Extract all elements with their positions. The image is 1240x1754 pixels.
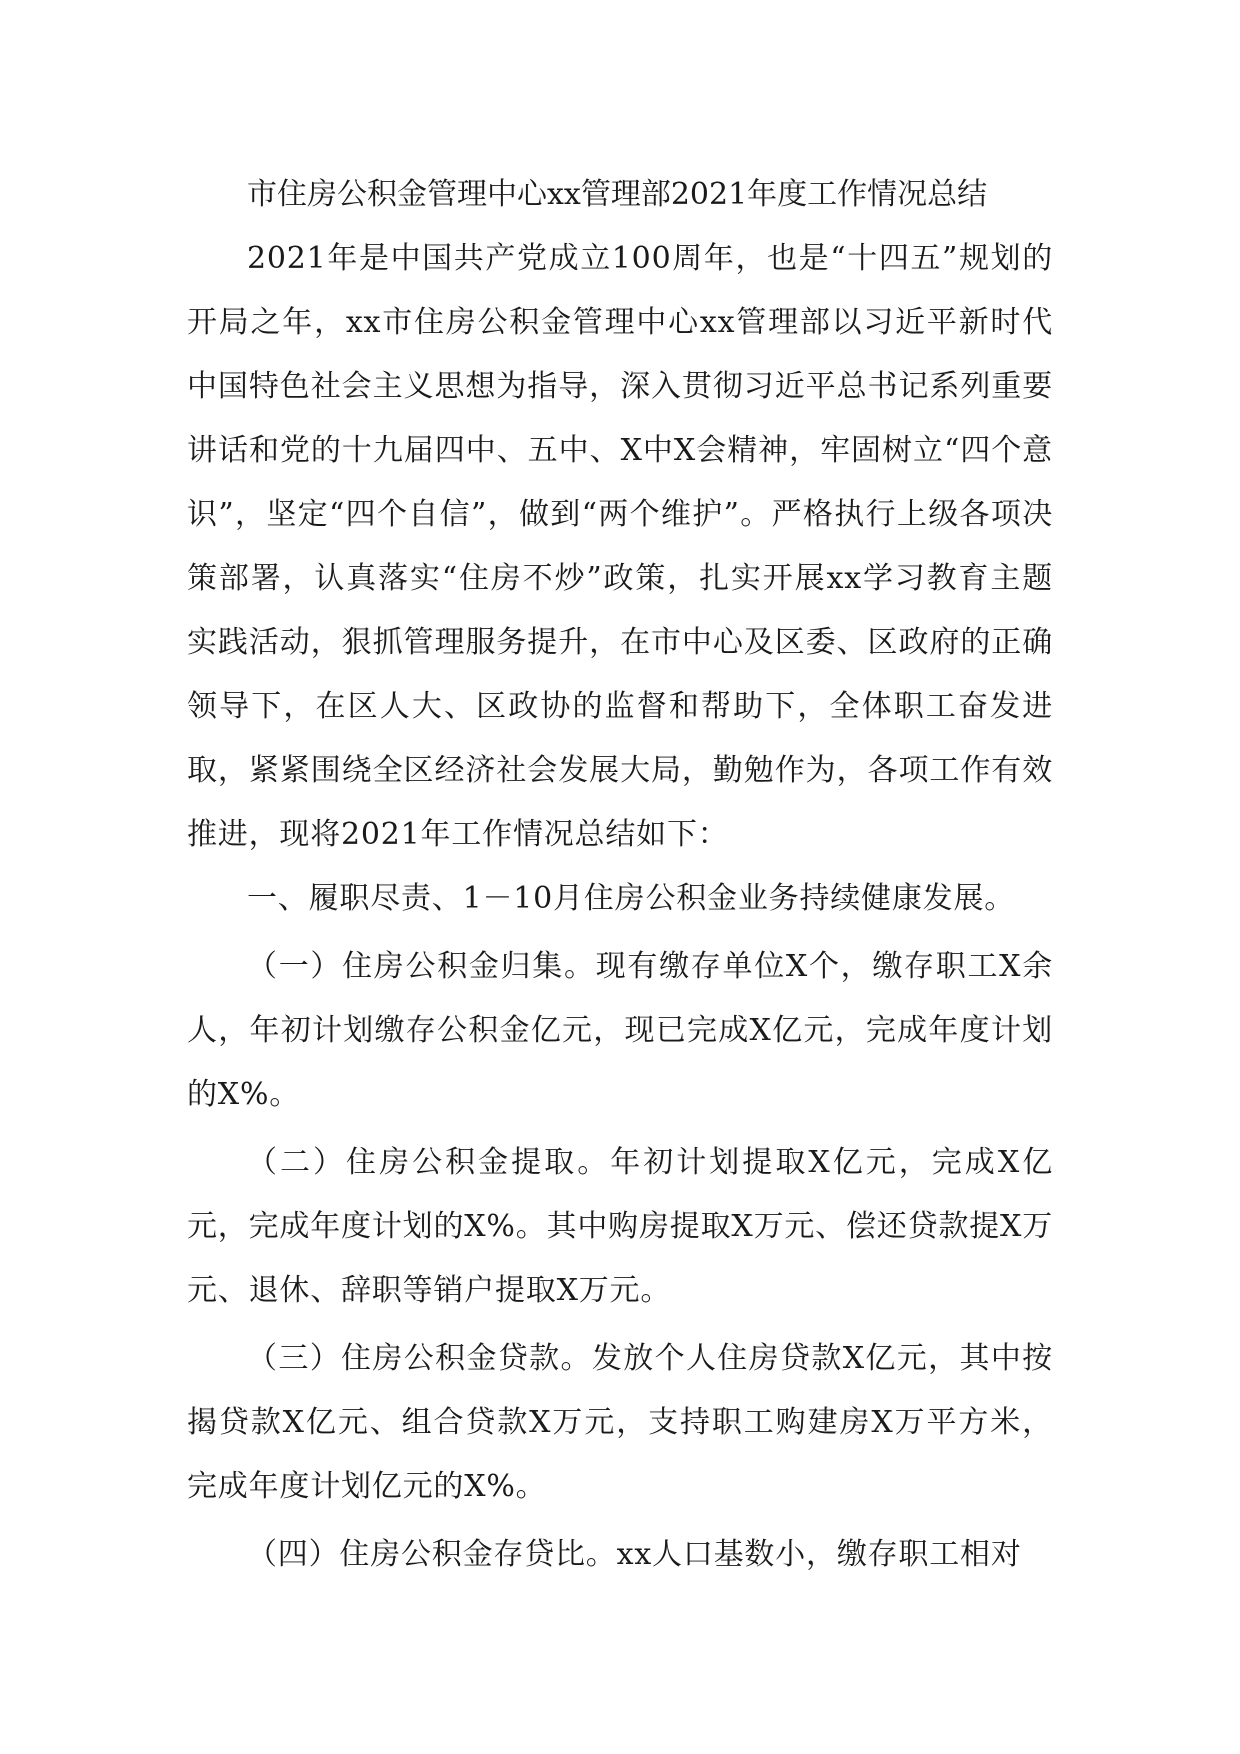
document-title: 市住房公积金管理中心xx管理部2021年度工作情况总结 [247, 177, 988, 212]
item-3-paragraph: （三）住房公积金贷款。发放个人住房贷款X亿元，其中按揭贷款X亿元、组合贷款X万元，支持职工购建房X万平方米，完成年度计划亿元的X%。 [187, 1341, 1053, 1504]
item-1-paragraph: （一）住房公积金归集。现有缴存单位X个，缴存职工X余人，年初计划缴存公积金亿元，现已完成X亿元，完成年度计划的X%。 [187, 949, 1053, 1112]
intro-paragraph: 2021年是中国共产党成立100周年，也是“十四五”规划的开局之年，xx市住房公积金管理中心xx管理部以习近平新时代中国特色社会主义思想为指导，深入贯彻习近平总书记系列重要讲话和党的十九届四中、五中、X中X会精神，牢固树立“四个意识”，坚定“四个自信”，做到“两个维护”。严格执行上级各项决策部署，认真落实“住房不炒”政策，扎实开展xx学习教育主题实践活动，狠抓管理服务提升，在市中心及区委、区政府的正确领导下，在区人大、区政协的监督和帮助下，全体职工奋发进取，紧紧围绕全区经济社会发展大局，勤勉作为，各项工作有效推进，现将2021年工作情况总结如下： [187, 241, 1053, 852]
item-2-paragraph: （二）住房公积金提取。年初计划提取X亿元，完成X亿元，完成年度计划的X%。其中购房提取X万元、偿还贷款提X万元、退休、辞职等销户提取X万元。 [187, 1145, 1053, 1308]
document-page [187, 163, 1053, 1587]
item-4-paragraph: （四）住房公积金存贷比。xx人口基数小，缴存职工相对 [247, 1537, 1022, 1572]
section-1-heading: 一、履职尽责、1－10月住房公积金业务持续健康发展。 [247, 881, 1016, 916]
